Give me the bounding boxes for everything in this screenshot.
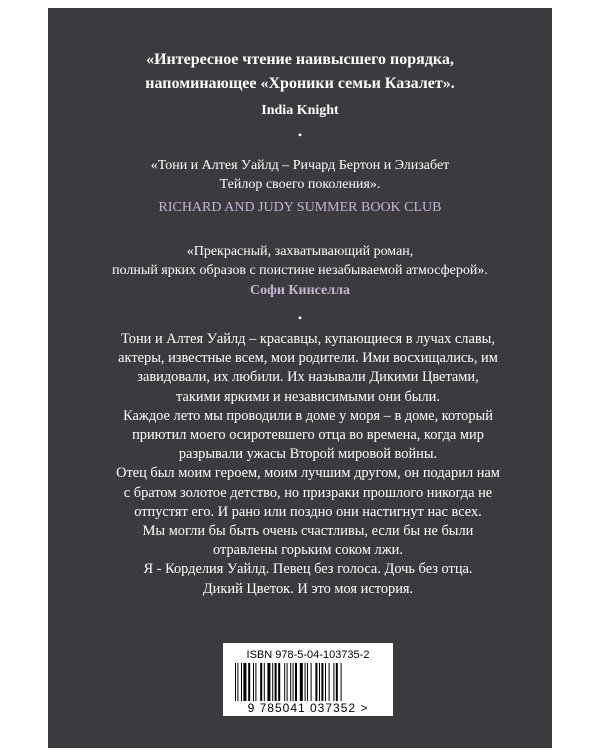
- bullet-divider: •: [297, 128, 303, 142]
- blurb-quote-2: «Тони и Алтея Уайлд – Ричард Бертон и Элизабет Тейлор своего поколения».: [150, 158, 450, 192]
- barcode-digits: 9 785041 037352 >: [247, 701, 369, 715]
- barcode-bars: [235, 663, 381, 701]
- blurb-quote-3: «Прекрасный, захватывающий роман, полный ярких образов с поистине незабываемой атмосферой».: [112, 244, 488, 278]
- isbn-label: ISBN 978-5-04-103735-2: [246, 649, 370, 661]
- isbn-barcode: [223, 643, 393, 716]
- book-back-cover: [48, 8, 552, 748]
- description-line: Каждое лето мы проводили в доме у моря – в доме, который: [123, 407, 493, 424]
- description-line: такими яркими и независимыми они были.: [176, 388, 440, 405]
- blurb-author-2: RICHARD AND JUDY SUMMER BOOK CLUB: [158, 200, 442, 215]
- description-line: отравлены горьким соком лжи.: [213, 542, 403, 559]
- description-line: актеры, известные всем, мои родители. Ими восхищались, им: [118, 350, 498, 367]
- description-line: завидовали, их любили. Их называли Дикими Цветами,: [137, 369, 479, 386]
- blurb-author-1: India Knight: [261, 103, 339, 118]
- description-line: Мы могли бы быть очень счастливы, если бы не были: [142, 523, 474, 540]
- description-line: Я - Корделия Уайлд. Певец без голоса. Дочь без отца.: [143, 561, 473, 578]
- description-line: Тони и Алтея Уайлд – красавцы, купающиеся в лучах славы,: [121, 331, 495, 347]
- description-line: отпустят его. И рано или поздно они настигнут нас всех.: [134, 503, 482, 520]
- bullet-divider: •: [297, 311, 303, 325]
- book-description: [98, 330, 518, 599]
- description-line: разрывали ужасы Второй мировой войны.: [178, 446, 438, 463]
- description-line: приютил моего осиротевшего отца во времена, когда мир: [132, 427, 484, 444]
- blurb-quote-1: «Интересное чтение наивысшего порядка, напоминающее «Хроники семьи Казалет».: [145, 51, 455, 92]
- description-line: Отец был моим героем, моим лучшим другом, он подарил нам: [116, 465, 500, 482]
- blurb-author-3: Софи Кинселла: [250, 283, 350, 298]
- description-line: Дикий Цветок. И это моя история.: [202, 580, 414, 597]
- description-line: с братом золотое детство, но призраки прошлого никогда не: [123, 484, 493, 501]
